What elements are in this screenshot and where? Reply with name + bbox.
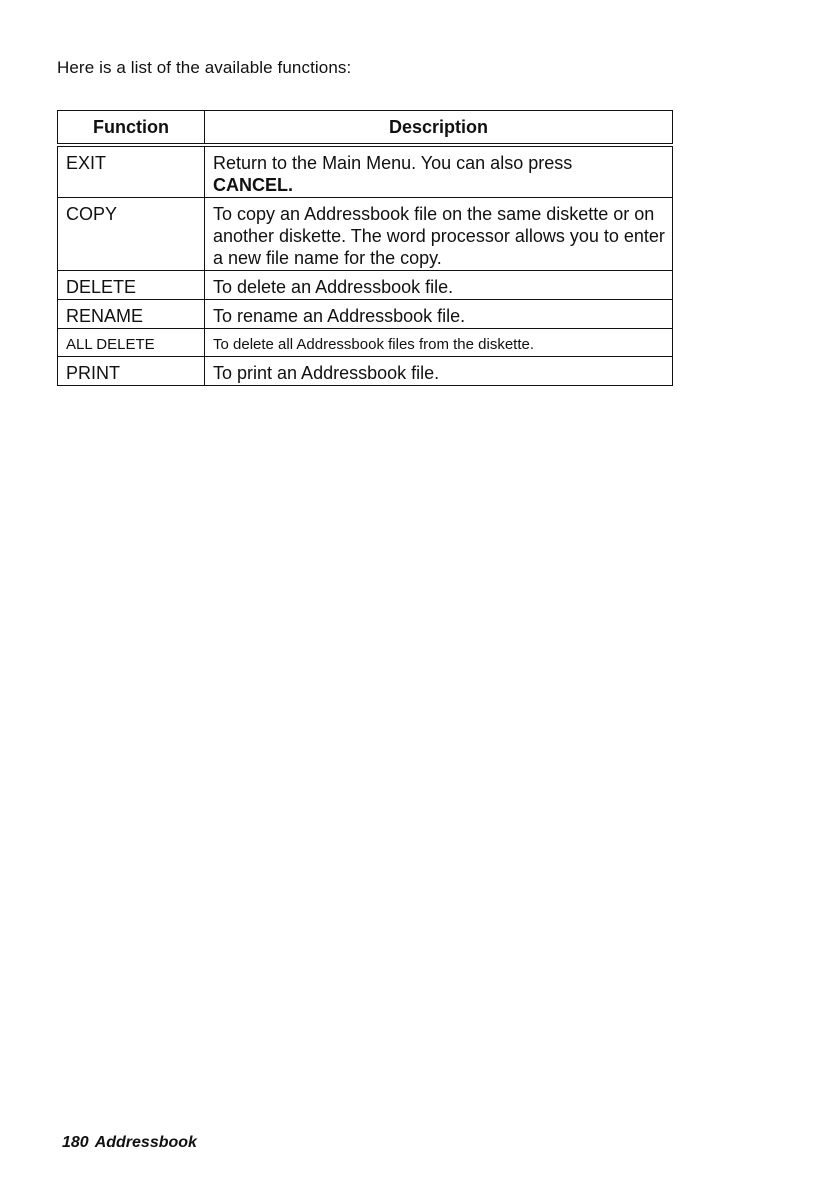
function-name: PRINT xyxy=(58,357,205,386)
table-row xyxy=(58,198,673,271)
function-description: To copy an Addressbook file on the same diskette or on another diskette. The word processor allows you to enter a new file name for the copy. xyxy=(205,198,673,271)
header-description: Description xyxy=(205,111,673,146)
table-row xyxy=(58,145,673,198)
function-description xyxy=(205,145,673,198)
function-name: RENAME xyxy=(58,300,205,329)
description-key: CANCEL. xyxy=(213,175,293,195)
function-name: EXIT xyxy=(58,145,205,198)
intro-text: Here is a list of the available functions: xyxy=(57,58,352,77)
function-name: COPY xyxy=(58,198,205,271)
function-description: To print an Addressbook file. xyxy=(205,357,673,386)
function-description: To rename an Addressbook file. xyxy=(205,300,673,329)
table-row xyxy=(58,300,673,329)
function-description: To delete an Addressbook file. xyxy=(205,271,673,300)
page-number: 180 xyxy=(62,1134,89,1151)
page-footer xyxy=(62,1134,197,1152)
table-header-row xyxy=(58,111,673,146)
function-name: ALL DELETE xyxy=(58,329,205,357)
table-row xyxy=(58,329,673,357)
section-title: Addressbook xyxy=(94,1134,197,1151)
description-text: Return to the Main Menu. You can also press xyxy=(213,153,573,173)
functions-table xyxy=(57,110,673,386)
table-row xyxy=(58,271,673,300)
table-row xyxy=(58,357,673,386)
function-name: DELETE xyxy=(58,271,205,300)
function-description: To delete all Addressbook files from the diskette. xyxy=(205,329,673,357)
header-function: Function xyxy=(58,111,205,146)
